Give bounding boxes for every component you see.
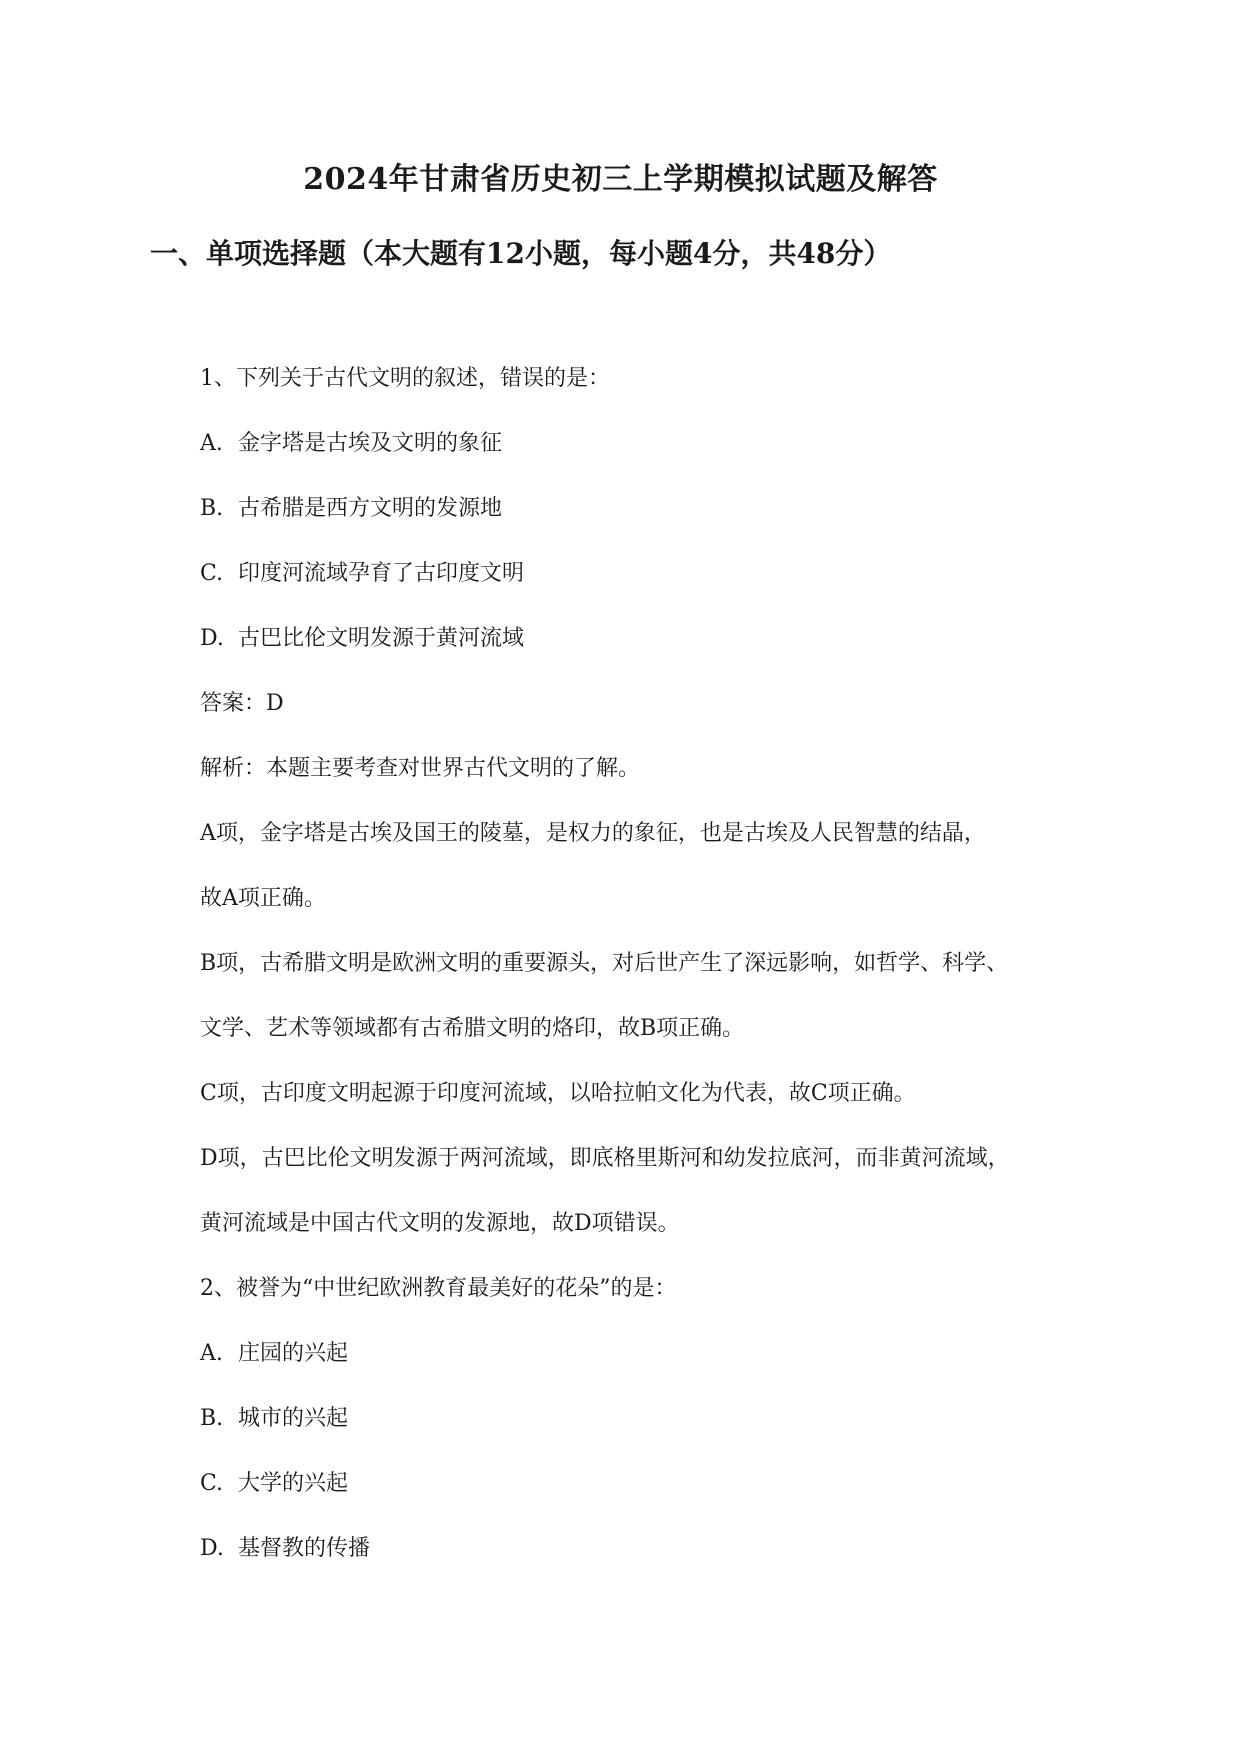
- option-letter: C.: [200, 1471, 224, 1496]
- question-2-option-d: [200, 1516, 1120, 1581]
- option-text: 印度河流域孕育了古印度文明: [238, 561, 525, 586]
- option-text: 金字塔是古埃及文明的象征: [238, 431, 503, 456]
- document-title: 2024年甘肃省历史初三上学期模拟试题及解答: [303, 162, 938, 197]
- question-2-option-b: [200, 1386, 1120, 1451]
- analysis-line: 黄河流域是中国古代文明的发源地，故D项错误。: [200, 1211, 680, 1236]
- option-letter: B.: [200, 1406, 224, 1431]
- question-1-option-a: [200, 411, 1120, 476]
- question-1-answer: 答案：D: [200, 691, 284, 716]
- question-2-option-a: [200, 1321, 1120, 1386]
- option-letter: A.: [200, 1341, 223, 1366]
- option-letter: D.: [200, 626, 224, 651]
- analysis-line: 故A项正确。: [200, 886, 326, 911]
- option-text: 城市的兴起: [238, 1406, 349, 1431]
- analysis-line: A项，金字塔是古埃及国王的陵墓，是权力的象征，也是古埃及人民智慧的结晶，: [200, 821, 986, 846]
- analysis-line: 文学、艺术等领域都有古希腊文明的烙印，故B项正确。: [200, 1016, 745, 1041]
- option-letter: B.: [200, 496, 224, 521]
- question-2-stem: 2、被誉为“中世纪欧洲教育最美好的花朵”的是：: [200, 1276, 677, 1301]
- question-1-stem: 1、下列关于古代文明的叙述，错误的是：: [200, 366, 610, 391]
- analysis-line: C项，古印度文明起源于印度河流域，以哈拉帕文化为代表，故C项正确。: [200, 1081, 916, 1106]
- analysis-line: B项，古希腊文明是欧洲文明的重要源头，对后世产生了深远影响，如哲学、科学、: [200, 951, 1009, 976]
- analysis-line: 解析：本题主要考查对世界古代文明的了解。: [200, 756, 641, 781]
- analysis-line: D项，古巴比伦文明发源于两河流域，即底格里斯河和幼发拉底河，而非黄河流域，: [200, 1146, 1010, 1171]
- question-1-option-b: [200, 476, 1120, 541]
- question-2-option-c: [200, 1451, 1120, 1516]
- section-heading: 一、单项选择题（本大题有12小题，每小题4分，共48分）: [150, 237, 892, 270]
- option-text: 大学的兴起: [238, 1471, 349, 1496]
- option-text: 庄园的兴起: [238, 1341, 349, 1366]
- option-letter: D.: [200, 1536, 224, 1561]
- question-1-option-d: [200, 606, 1120, 671]
- option-text: 基督教的传播: [238, 1536, 371, 1561]
- option-text: 古巴比伦文明发源于黄河流域: [238, 626, 525, 651]
- option-letter: C.: [200, 561, 224, 586]
- option-letter: A.: [200, 431, 223, 456]
- option-text: 古希腊是西方文明的发源地: [238, 496, 503, 521]
- question-1-option-c: [200, 541, 1120, 606]
- question-content: [200, 346, 1120, 1581]
